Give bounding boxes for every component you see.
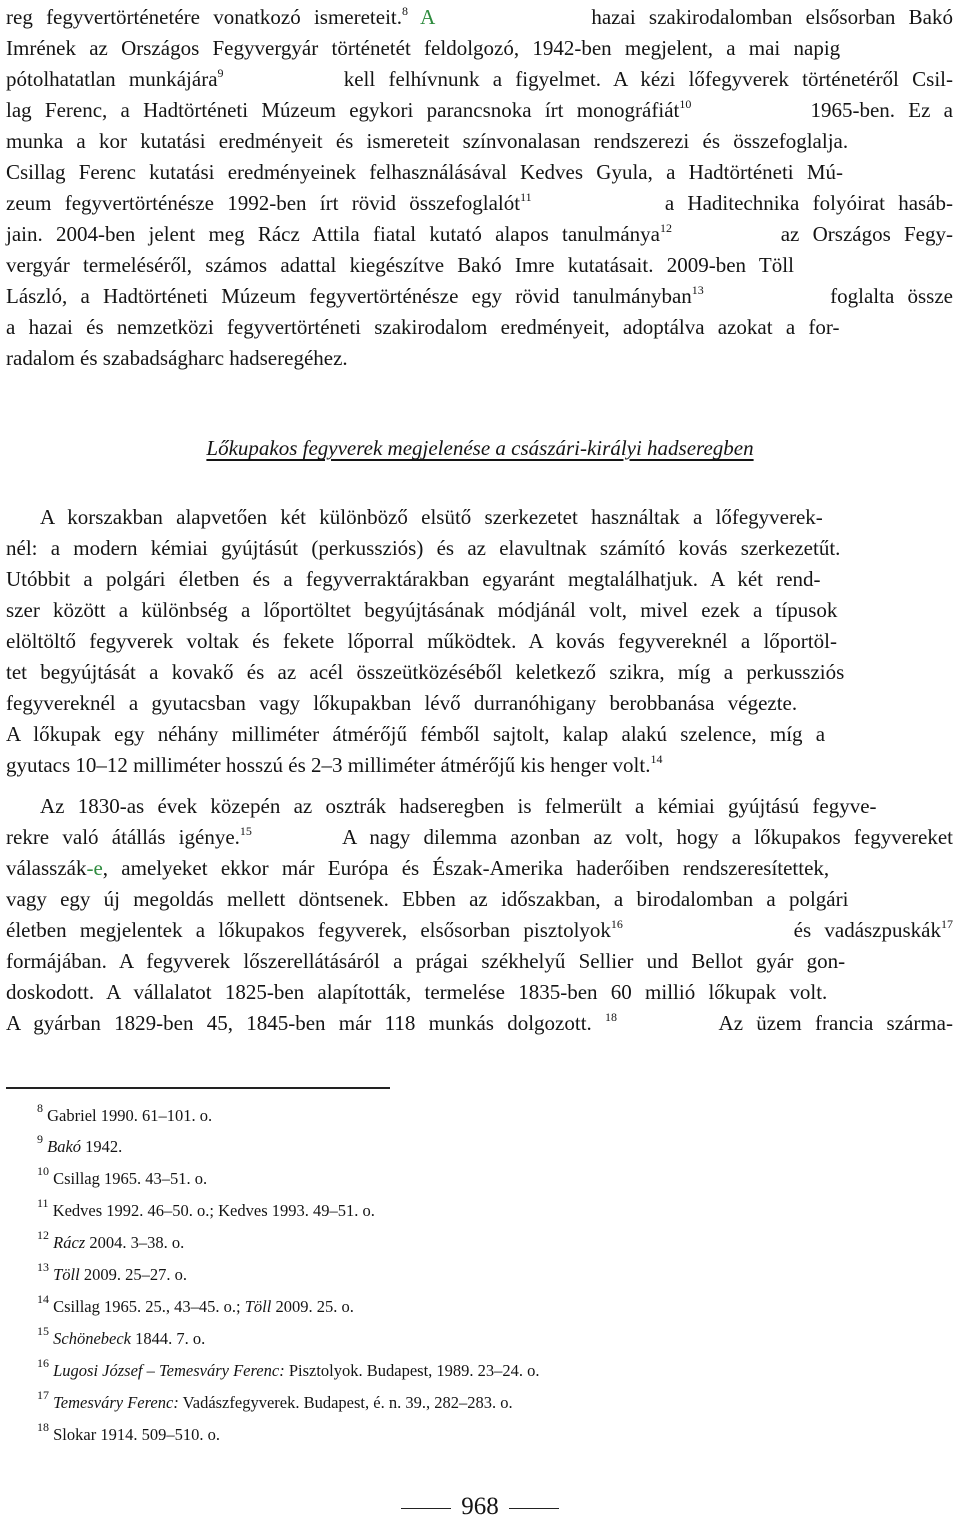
text: jain. 2004-ben jelent meg Rácz Attila fiatal kutató alapos tanulmánya [6,222,660,246]
text-segment: kell felhívnunk a figyelmet. A kézi lőfegyverek történetéről Csil- [343,67,953,91]
text-line [6,33,953,63]
footnote-author: Töll [53,1265,80,1284]
text-segment: szer között a különbség a lőportöltet begyújtásának módjánál volt, mivel ezek a típusok [6,598,838,622]
text-line [6,595,953,625]
page-dash-right [509,1508,559,1510]
text-segment: vergyár termeléséről, számos adattal kiegészítve Bakó Imre kutatásait. 2009-ben Töll [6,253,794,277]
footnote-text: 2009. 25. o. [271,1297,354,1316]
text: , amelyeket ekkor már Európa és Észak-Amerika haderőiben rendszeresítettek, [102,856,830,880]
section-title: Lőkupakos fegyverek megjelenése a császári-királyi hadseregben [206,436,754,460]
footnote-number: 10 [37,1164,49,1178]
text: lag Ferenc, a Hadtörténeti Múzeum egykori parancsnoka írt monográfiát [6,98,680,122]
page-number: 968 [461,1493,499,1520]
footnote-number: 13 [37,1260,49,1274]
footnote-number: 9 [37,1132,43,1146]
text: életben megjelentek a lőkupakos fegyverek, elsősorban pisztolyok [6,918,611,942]
footnote-number: 8 [37,1101,43,1115]
footnote-author: Schönebeck [53,1329,131,1348]
text: rekre való átállás igénye. [6,825,240,849]
footnote [37,1388,513,1414]
text-segment: a Haditechnika folyóirat hasáb- [664,191,953,215]
footnote-author: Bakó [47,1137,82,1156]
footnote-author: Temesváry Ferenc: [53,1393,179,1412]
text: gyutacs 10–12 milliméter hosszú és 2–3 milliméter átmérőjű kis henger volt. [6,753,651,777]
text: válasszák [6,856,87,880]
page-number-block [0,1492,960,1522]
text-line [6,977,953,1007]
text-segment [6,1008,617,1038]
text-line [6,822,953,852]
text-segment: 1965-ben. Ez a [810,98,953,122]
footnote [37,1356,540,1382]
text-line-last [6,750,953,780]
text-line [6,126,953,156]
footnote-number: 14 [37,1292,49,1306]
footnote-ref[interactable]: 8 [402,4,408,18]
text-line [6,533,953,563]
footnote-number: 15 [37,1324,49,1338]
footnote [37,1132,123,1158]
text-line [6,281,953,311]
text-segment [6,64,224,94]
text-segment: A lőkupak egy néhány milliméter átmérőjű fémből sajtolt, kalap alakú szelence, míg a [6,722,826,746]
footnote-text: Slokar 1914. 509–510. o. [53,1425,220,1444]
text-line [6,95,953,125]
text-segment: Imrének az Országos Fegyvergyár történetét feldolgozó, 1942-ben megjelent, a mai napig [6,36,841,60]
text-line [6,853,953,883]
text-segment [6,188,532,218]
footnote-number: 17 [37,1388,49,1402]
footnote-number: 18 [37,1420,49,1434]
text-segment: Utóbbit a polgári életben és a fegyverraktárakban egyaránt megtalálhatjuk. A két rend- [6,567,821,591]
footnote-text: 1844. 7. o. [131,1329,206,1348]
text-segment: Csillag Ferenc kutatási eredményeinek felhasználásával Kedves Gyula, a Hadtörténeti Mú- [6,160,844,184]
text-segment: foglalta össze [830,284,953,308]
footnote-text: Kedves 1992. 46–50. o.; Kedves 1993. 49–51. o. [52,1201,375,1220]
footnote [37,1420,220,1446]
text-segment: a hazai és nemzetközi fegyvertörténeti szakirodalom eredményeit, adoptálva azokat a for- [6,315,840,339]
text-segment [6,822,252,852]
footnote [37,1324,206,1350]
footnote [37,1260,187,1286]
text-line [6,64,953,94]
text-segment: doskodott. A vállalatot 1825-ben alapították, termelése 1835-ben 60 millió lőkupak volt. [6,980,828,1004]
text-line [40,791,953,821]
footnote-text: 1942. [81,1137,123,1156]
text-segment [6,95,691,125]
text-line [6,564,953,594]
text-segment [6,281,704,311]
footnote-ref[interactable]: 15 [239,824,252,838]
footnote-text: 2009. 25–27. o. [79,1265,187,1284]
text-line [6,312,953,342]
text-segment: az Országos Fegy- [780,222,953,246]
text-segment [6,219,672,249]
footnote-ref[interactable]: 12 [659,221,672,235]
text-segment: nél: a modern kémiai gyújtásút (perkussziós) és az elavultnak számító kovás szerkezetűt. [6,536,841,560]
text-segment: hazai szakirodalomban elsősorban Bakó [591,5,953,29]
text-line [6,250,953,280]
footnote-ref[interactable]: 11 [520,190,532,204]
footnote-number: 11 [37,1196,49,1210]
text: A gyárban 1829-ben 45, 1845-ben már 118 munkás dolgozott. [6,1011,592,1035]
footnote-number: 16 [37,1356,49,1370]
footnote-text: Gabriel 1990. 61–101. o. [47,1106,213,1125]
text-line [6,946,953,976]
footnote-text: Csillag 1965. 25., 43–45. o.; [53,1297,245,1316]
text-line-last [6,343,953,373]
text-line [6,688,953,718]
text-line [6,1008,953,1038]
text-line [6,719,953,749]
footnote-separator [6,1087,390,1089]
footnote-ref[interactable]: 18 [605,1010,618,1024]
page-dash-left [401,1508,451,1510]
footnote-ref[interactable]: 9 [217,66,224,80]
text-line [6,915,953,945]
footnote-ref[interactable]: 17 [941,917,953,931]
text-line [6,657,953,687]
footnote-text: 2004. 3–38. o. [85,1233,185,1252]
footnote-ref[interactable]: 14 [650,752,663,766]
text-line [6,188,953,218]
text-segment: formájában. A fegyverek lőszerellátásáról a prágai székhelyű Sellier und Bellot gyár gon- [6,949,846,973]
text-segment [794,915,953,945]
text: László, a Hadtörténeti Múzeum fegyvertörténésze egy rövid tanulmányban [6,284,692,308]
footnote [37,1196,375,1222]
text-segment: fegyvereknél a gyutacsban vagy lőkupakban lévő durranóhigany berobbanása végezte. [6,691,798,715]
text-line [6,219,953,249]
text-segment: munka a kor kutatási eredményeit és ismereteit színvonalasan rendszerezi és összefoglalja. [6,129,849,153]
text: pótolhatatlan munkájára [6,67,218,91]
text-segment [6,2,435,32]
text-segment: Az 1830-as évek közepén az osztrák hadseregben is felmerült a kémiai gyújtású fegyve- [40,794,877,818]
footnote-number: 12 [37,1228,49,1242]
footnote-text: Pisztolyok. Budapest, 1989. 23–24. o. [284,1361,540,1380]
footnote-author: Lugosi József – Temesváry Ferenc: [53,1361,285,1380]
text-segment: Az üzem francia szárma- [718,1011,953,1035]
text-line [6,157,953,187]
footnote-author: Töll [244,1297,272,1316]
text: zeum fegyvertörténésze 1992-ben írt rövid összefoglalót [6,191,521,215]
text-segment [6,750,662,780]
text-segment: A korszakban alapvetően két különböző elsütő szerkezetet használtak a lőfegyverek- [40,505,823,529]
text-segment [6,915,623,945]
footnote-text: Vadászfegyverek. Budapest, é. n. 39., 282–283. o. [178,1393,513,1412]
text: reg fegyvertörténetére vonatkozó ismereteit. [6,5,402,29]
text-segment [6,853,829,883]
highlighted-text: -e [86,856,103,880]
footnote [37,1164,208,1190]
footnote-text: Csillag 1965. 43–51. o. [53,1169,208,1188]
footnote-ref[interactable]: 16 [610,917,623,931]
text: és vadászpuskák [793,918,941,942]
text-line [6,884,953,914]
footnote [37,1101,213,1127]
text-segment: vagy egy új megoldás mellett döntsenek. Ebben az időszakban, a birodalomban a polgári [6,887,849,911]
text: A [420,5,436,29]
footnote-ref[interactable]: 10 [679,97,692,111]
text-segment: A nagy dilemma azonban az volt, hogy a lőkupakos fegyvereket [342,825,953,849]
text-segment: radalom és szabadságharc hadseregéhez. [6,346,348,370]
text-line [40,502,953,532]
text-line [6,2,953,32]
footnote [37,1228,185,1254]
text-segment: elöltöltő fegyverek voltak és fekete lőporral működtek. A kovás fegyvereknél a lőportöl- [6,629,837,653]
footnote-author: Rácz [53,1233,86,1252]
text-segment: tet begyújtását a kovakő és az acél összeütközéséből keletkező szikra, míg a perkussziós [6,660,845,684]
footnote [37,1292,354,1318]
text-line [6,626,953,656]
footnote-ref[interactable]: 13 [691,283,704,297]
